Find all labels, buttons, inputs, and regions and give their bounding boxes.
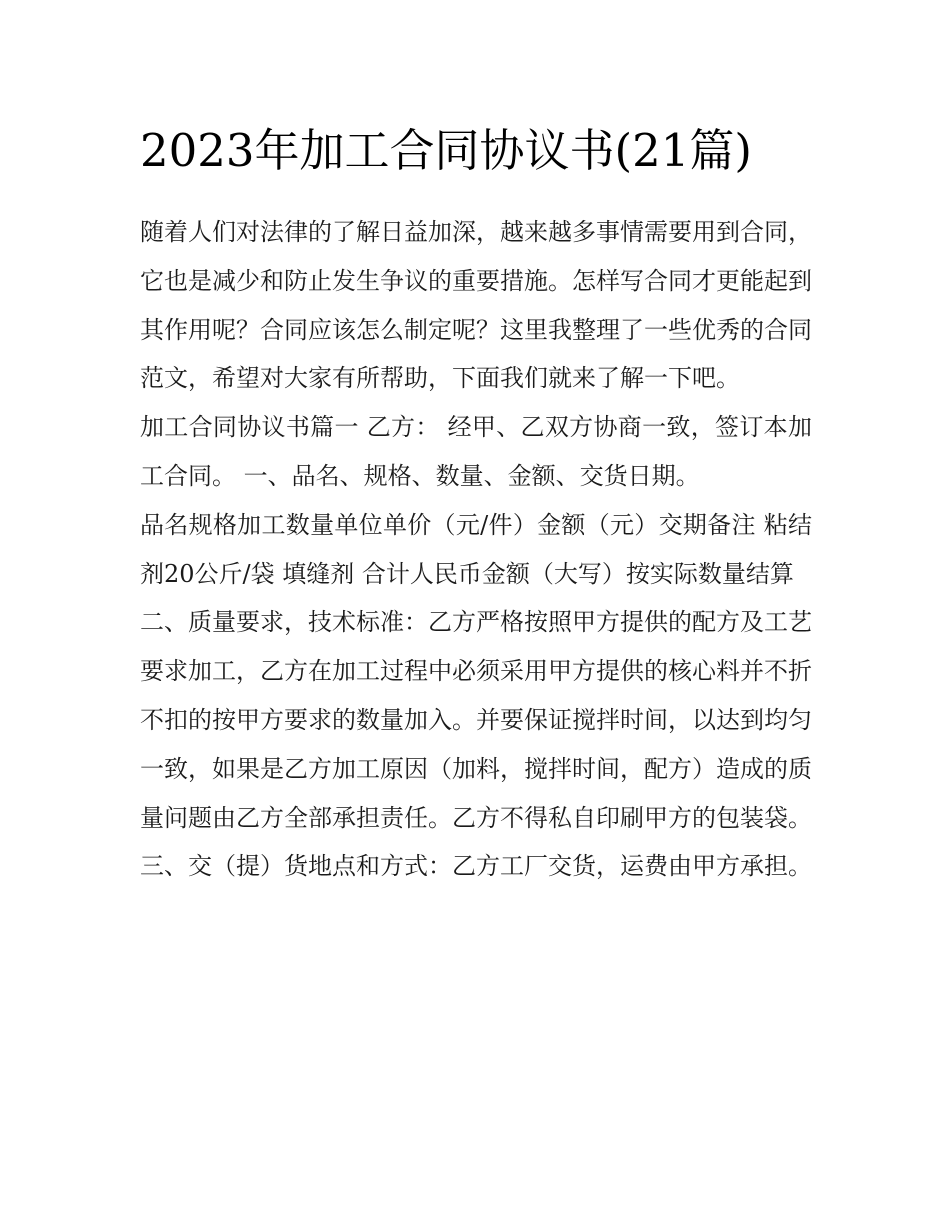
paragraph-intro: 随着人们对法律的了解日益加深，越来越多事情需要用到合同，它也是减少和防止发生争议的重要措施。怎样写合同才更能起到其作用呢？合同应该怎么制定呢？这里我整理了一些优秀的合同范文，希望对大家有所帮助，下面我们就来了解一下吧。 — [140, 218, 812, 393]
document-body — [140, 116, 812, 891]
paragraph-product-table: 品名规格加工数量单位单价（元/件）金额（元）交期备注 粘结剂20公斤/袋 填缝剂 合计人民币金额（大写）按实际数量结算 — [140, 510, 812, 588]
paragraph-delivery: 三、交（提）货地点和方式：乙方工厂交货，运费由甲方承担。 — [140, 852, 812, 881]
paragraph-contract-opening: 加工合同协议书篇一 乙方： 经甲、乙双方协商一致，签订本加工合同。 一、品名、规格、数量、金额、交货日期。 — [140, 413, 812, 490]
paragraph-quality-requirements: 二、质量要求，技术标准：乙方严格按照甲方提供的配方及工艺要求加工，乙方在加工过程中必须采用甲方提供的核心料并不折不扣的按甲方要求的数量加入。并要保证搅拌时间，以达到均匀一致，如果是乙方加工原因（加料，搅拌时间，配方）造成的质量问题由乙方全部承担责任。乙方不得私自印刷甲方的包装袋。 — [140, 608, 812, 832]
document-title: 2023年加工合同协议书(21篇) — [140, 124, 752, 177]
